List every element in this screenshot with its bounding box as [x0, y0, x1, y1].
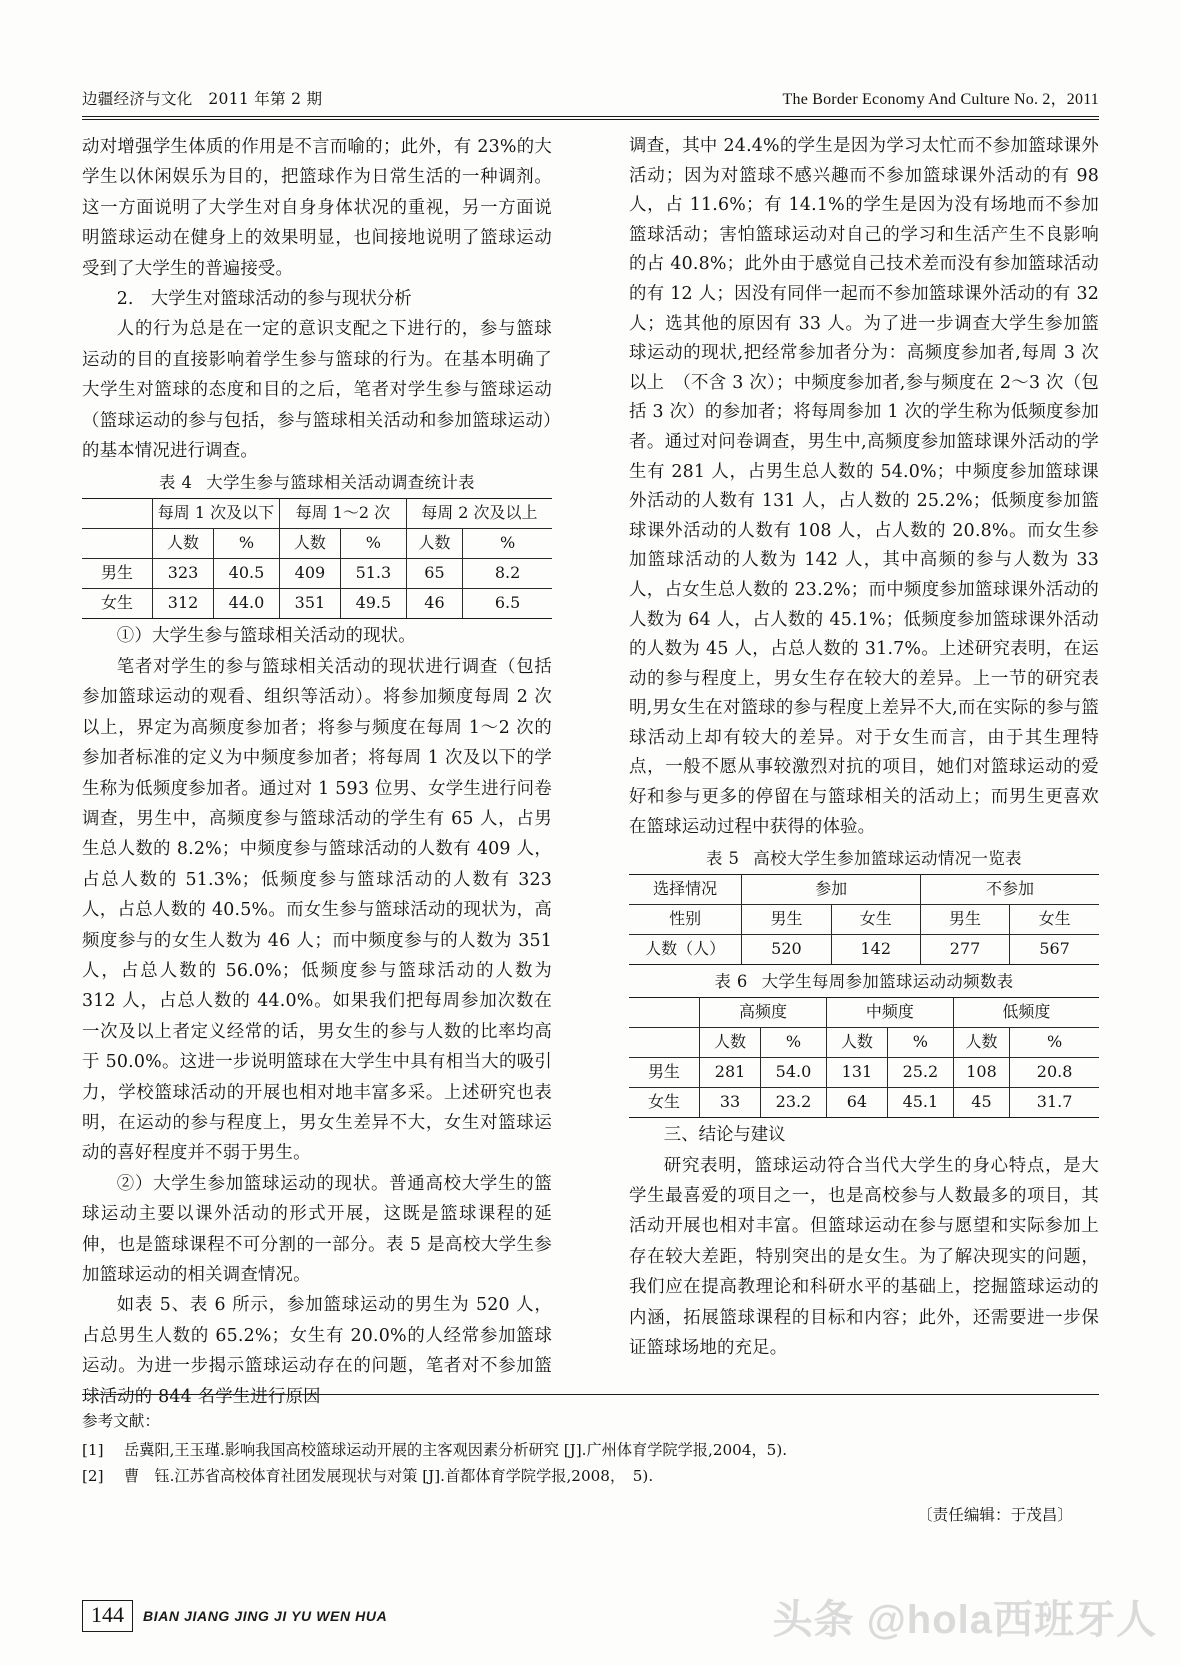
table4: [82, 498, 552, 619]
table4-row1-cell0: 312: [153, 589, 214, 619]
table6-sub-header-0: 人数: [700, 1028, 761, 1058]
table4-row1-cell4: 46: [406, 589, 462, 619]
table5-group-header-0: 参加: [742, 875, 921, 905]
table6-row1-cell0: 33: [700, 1088, 761, 1118]
table5-row-cell3: 567: [1010, 935, 1099, 965]
table4-sub-header-1: %: [214, 529, 280, 559]
table4-row1-cell5: 6.5: [463, 589, 552, 619]
table4-row0-cell5: 8.2: [463, 559, 552, 589]
right-paragraph-1: 调查，其中 24.4%的学生是因为学习太忙而不参加篮球课外活动；因为对篮球不感兴趣而不参加篮球课外活动的有 98 人，占 11.6%；有 14.1%的学生是因为没有场地而不参加篮球活动；害怕篮球运动对自己的学习和生活产生不良影响的占 40.8%；此外由于感觉自己技术差而没有参加篮球活动的有 12 人；因没有同伴一起而不参加篮球课外活动的有 32 人；选其他的原因有 33 人。为了进一步调查大学生参加篮球运动的现状,把经常参加者分为：高频度参加者,每周 3 次以上 （不含 3 次）；中频度参加者,参与频度在 2～3 次（包括 3 次）的参加者；将每周参加 1 次的学生称为低频度参加者。通过对问卷调查，男生中,高频度参加篮球课外活动的学生有 281 人，占男生总人数的 54.0%；中频度参加篮球课外活动的人数有 131 人，占人数的 25.2%；低频度参加篮球课外活动的人数有 108 人，占人数的 20.8%。而女生参加篮球活动的人数为 142 人，其中高频的参与人数为 33 人，占女生总人数的 23.2%；而中频度参加篮球课外活动的人数为 64 人，占人数的 45.1%；低频度参加篮球课外活动的人数为 45 人，占总人数的 31.7%。上述研究表明，在运动的参与程度上，男女生存在较大的差异。上一节的研究表明,男女生在对篮球的参与程度上差异不大,而在实际的参与篮球活动上却有较大的差异。对于女生而言，由于其生理特点，一般不愿从事较激烈对抗的项目，她们对篮球运动的爱好和参与更多的停留在与篮球相关的活动上；而男生更喜欢在篮球运动过程中获得的体验。: [629, 136, 1099, 837]
table5-row-cell1: 142: [831, 935, 920, 965]
table-row: [82, 589, 552, 619]
table4-group-header-2: 每周 2 次及以上: [406, 499, 552, 529]
table5-row-cell2: 277: [920, 935, 1009, 965]
table5: [629, 874, 1099, 965]
table4-number: 表 4: [159, 473, 193, 493]
table4-row1-cell3: 49.5: [340, 589, 406, 619]
table6-row1-cell4: 45: [953, 1088, 1009, 1118]
running-head-left: 边疆经济与文化 2011 年第 2 期: [82, 90, 323, 108]
table6-row0-cell3: 25.2: [887, 1058, 953, 1088]
table6-group-header-2: 低频度: [953, 998, 1099, 1028]
table5-sub-header-3: 女生: [1010, 905, 1099, 935]
table6-row0-cell1: 54.0: [761, 1058, 827, 1088]
table4-sub-header-5: %: [463, 529, 552, 559]
table6-number: 表 6: [714, 972, 748, 992]
table6-sub-header-3: %: [887, 1028, 953, 1058]
reference-text-1: 岳冀阳,王玉瑾.影响我国高校篮球运动开展的主客观因素分析研究 [J].广州体育学院学报,2004，5).: [124, 1441, 788, 1459]
table4-row0-cell3: 51.3: [340, 559, 406, 589]
right-section-heading: 三、结论与建议: [663, 1125, 786, 1146]
watermark: 头条 @hola西班牙人: [772, 1598, 1157, 1642]
page-number: 144: [82, 1600, 133, 1632]
table6-group-header-1: 中频度: [826, 998, 953, 1028]
table-row: [629, 1088, 1099, 1118]
right-column: [629, 132, 1099, 1372]
table5-sub-header-0: 男生: [742, 905, 831, 935]
table6-row0-cell2: 131: [826, 1058, 887, 1088]
left-paragraph-4: 笔者对学生的参与篮球相关活动的现状进行调查（包括参加篮球运动的观看、组织等活动）。将参加频度每周 2 次以上，界定为高频度参加者；将参与频度在每周 1～2 次的参加者标准的定义为中频度参加者；将每周 1 次及以下的学生称为低频度参加者。通过对 1 593 位男、女学生进行问卷调查，男生中，高频度参与篮球活动的学生有 65 人，占男生总人数的 8.2%；中频度参与篮球活动的人数有 409 人，占总人数的 51.3%；低频度参与篮球活动的人数有 323 人，占总人数的 40.5%。而女生参与篮球活动的现状为，高频度参与的女生人数为 46 人；而中频度参与的人数为 351 人，占总人数的 56.0%；低频度参与篮球活动的人数为 312 人，占总人数的 44.0%。如果我们把每周参加次数在一次及以上者定义经常的话，男女生的参与人数的比率均高于 50.0%。这进一步说明篮球在大学生中具有相当大的吸引力，学校篮球活动的开展也相对地丰富多采。上述研究也表明，在运动的参与程度上，男女生差异不大，女生对篮球运动的喜好程度并不弱于男生。: [82, 656, 552, 1164]
table5-caption: [629, 846, 1099, 872]
table4-sub-header-2: 人数: [279, 529, 340, 559]
table6-row0-label: 男生: [629, 1058, 700, 1088]
reference-number-1: [1]: [82, 1441, 104, 1459]
reference-number-2: [2]: [82, 1467, 104, 1485]
table6-row1-label: 女生: [629, 1088, 700, 1118]
table4-row0-cell1: 40.5: [214, 559, 280, 589]
table4-row0-cell2: 409: [279, 559, 340, 589]
body-columns: [82, 132, 1099, 1407]
table6-row1-cell2: 64: [826, 1088, 887, 1118]
header-divider: [82, 116, 1099, 120]
table5-sub-label: 性别: [629, 905, 742, 935]
left-paragraph-1: 动对增强学生体质的作用是不言而喻的；此外，有 23%的大学生以休闲娱乐为目的，把篮球作为日常生活的一种调剂。这一方面说明了大学生对自身身体状况的重视，另一方面说明篮球运动在健身上的效果明显，也间接地说明了篮球运动受到了大学生的普遍接受。: [82, 137, 552, 279]
table4-corner: [82, 499, 153, 529]
table-row: [82, 559, 552, 589]
table6-group-header-0: 高频度: [700, 998, 827, 1028]
table4-sub-header-4: 人数: [406, 529, 462, 559]
journal-name-latin: BIAN JIANG JING JI YU WEN HUA: [143, 1608, 388, 1624]
table6-row0-cell5: 20.8: [1010, 1058, 1099, 1088]
table5-title: 高校大学生参加篮球运动情况一览表: [753, 849, 1022, 869]
left-paragraph-6: 如表 5、表 6 所示，参加篮球运动的男生为 520 人，占总男生人数的 65.2%；女生有 20.0%的人经常参加篮球运动。为进一步揭示篮球运动存在的问题，笔者对不参加篮球活动的 844 名学生进行原因: [82, 1295, 552, 1407]
table6-sub-header-5: %: [1010, 1028, 1099, 1058]
table6-row1-cell3: 45.1: [887, 1088, 953, 1118]
table5-row-cell0: 520: [742, 935, 831, 965]
references-title: 参考文献：: [82, 1412, 160, 1430]
table6-corner: [629, 998, 700, 1028]
table6-sub-header-2: 人数: [826, 1028, 887, 1058]
left-column: [82, 132, 552, 1407]
table4-row1-cell2: 351: [279, 589, 340, 619]
table6-row1-cell5: 31.7: [1010, 1088, 1099, 1118]
list-item: [82, 1463, 1099, 1489]
responsible-editor: 〔责任编辑：于茂昌〕: [917, 1506, 1073, 1524]
table6-block: [629, 969, 1099, 1118]
table4-row1-cell1: 44.0: [214, 589, 280, 619]
table6-title: 大学生每周参加篮球运动动频数表: [761, 972, 1014, 992]
table6-row0-cell0: 281: [700, 1058, 761, 1088]
references-divider: [82, 1394, 1099, 1395]
table4-sub-header-3: %: [340, 529, 406, 559]
table5-block: [629, 846, 1099, 965]
table5-row-label: 人数（人）: [629, 935, 742, 965]
table-row: [629, 1058, 1099, 1088]
table5-sub-header-2: 男生: [920, 905, 1009, 935]
table6-sub-header-1: %: [761, 1028, 827, 1058]
table4-caption: [82, 470, 552, 496]
left-section-heading: 2. 大学生对篮球活动的参与现状分析: [116, 289, 412, 310]
table4-title: 大学生参与篮球相关活动调查统计表: [206, 473, 475, 493]
table4-row0-cell0: 323: [153, 559, 214, 589]
running-head: [82, 86, 1099, 109]
table4-sub-corner: [82, 529, 153, 559]
table-row: [629, 935, 1099, 965]
table5-sub-header-1: 女生: [831, 905, 920, 935]
table6-row1-cell1: 23.2: [761, 1088, 827, 1118]
table4-sub-header-0: 人数: [153, 529, 214, 559]
table4-group-header-1: 每周 1～2 次: [279, 499, 406, 529]
table5-group-header-1: 不参加: [920, 875, 1099, 905]
table6-sub-corner: [629, 1028, 700, 1058]
table6-caption: [629, 969, 1099, 995]
table4-row1-label: 女生: [82, 589, 153, 619]
right-paragraph-2: 研究表明，篮球运动符合当代大学生的身心特点，是大学生最喜爱的项目之一，也是高校参与人数最多的项目，其活动开展也相对丰富。但篮球运动在参与愿望和实际参加上存在较大差距，特别突出的是女生。为了解决现实的问题，我们应在提高教理论和科研水平的基础上，挖掘篮球运动的内涵，拓展篮球课程的目标和内容；此外，还需要进一步保证篮球场地的充足。: [629, 1155, 1099, 1359]
left-paragraph-3: ①）大学生参与篮球相关活动的现状。: [116, 626, 416, 647]
table5-corner: 选择情况: [629, 875, 742, 905]
list-item: [82, 1437, 1099, 1463]
references-section: [82, 1394, 1099, 1525]
reference-text-2: 曹 钰.江苏省高校体育社团发展现状与对策 [J].首都体育学院学报,2008， 5).: [124, 1467, 654, 1485]
table6-sub-header-4: 人数: [953, 1028, 1009, 1058]
running-head-right: The Border Economy And Culture No. 2，2011: [782, 91, 1099, 108]
left-paragraph-2: 人的行为总是在一定的意识支配之下进行的，参与篮球运动的目的直接影响着学生参与篮球的行为。在基本明确了大学生对篮球的态度和目的之后，笔者对学生参与篮球运动（篮球运动的参与包括，参与篮球相关活动和参加篮球运动）的基本情况进行调查。: [82, 319, 552, 462]
left-paragraph-5: ②）大学生参加篮球运动的现状。普通高校大学生的篮球运动主要以课外活动的形式开展，这既是篮球课程的延伸，也是篮球课程不可分割的一部分。表 5 是高校大学生参加篮球运动的相关调查情况。: [82, 1173, 552, 1285]
table4-block: [82, 470, 552, 619]
table4-row0-cell4: 65: [406, 559, 462, 589]
table4-group-header-0: 每周 1 次及以下: [153, 499, 280, 529]
table6-row0-cell4: 108: [953, 1058, 1009, 1088]
table6: [629, 997, 1099, 1118]
table4-row0-label: 男生: [82, 559, 153, 589]
table5-number: 表 5: [706, 849, 740, 869]
